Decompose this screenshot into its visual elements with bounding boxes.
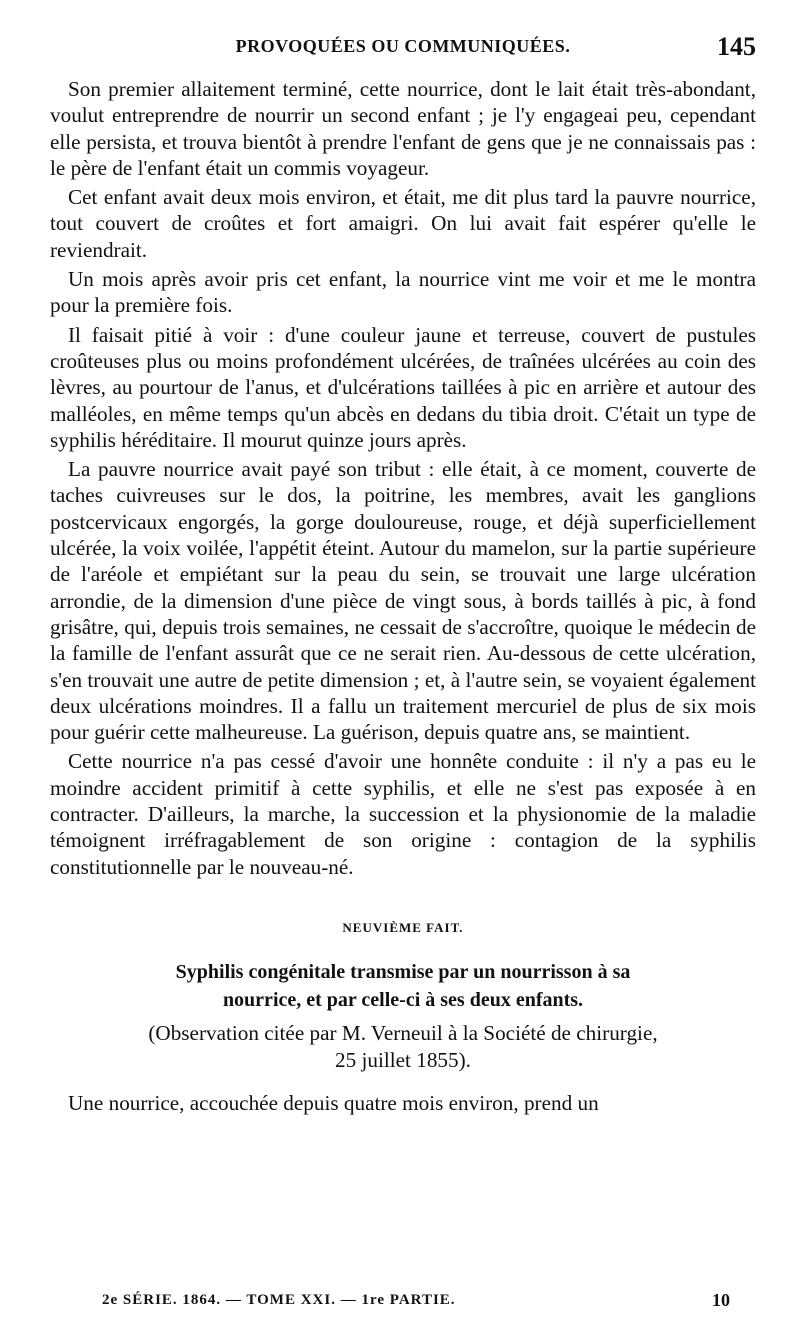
fact-source (50, 1020, 756, 1074)
paragraph: Un mois après avoir pris cet enfant, la nourrice vint me voir et me le montra pour la première fois. (50, 267, 756, 318)
paragraph: La pauvre nourrice avait payé son tribut : elle était, à ce moment, couverte de taches cuivreuses sur le dos, la poitrine, les membres, avait les ganglions postcervicaux engorgés, la gorge douloureuse, rouge, et déjà superficiellement ulcérée, la voix voilée, l'appétit éteint. Autour du mamelon, sur la partie supérieure de l'aréole et empiétant sur la peau du sein, se trouvait une large ulcération arrondie, de la dimension d'une pièce de vingt sous, à bords taillés à pic, à fond grisâtre, qui, depuis trois semaines, ne cessait de s'accroître, quoique le médecin de la famille de l'enfant assurât que ce ne serait rien. Au-dessous de cette ulcération, s'en trouvait une autre de petite dimension ; et, à l'autre sein, se voyaient également deux ulcérations moindres. Il a fallu un traitement mercuriel de plus de six mois pour guérir cette malheureuse. La guérison, depuis quatre ans, se maintient. (50, 457, 756, 745)
fact-title-line: nourrice, et par celle-ci à ses deux enfants. (222, 988, 584, 1011)
section-heading: NEUVIÈME FAIT. (342, 919, 464, 935)
paragraph-start: Une nourrice, accouchée depuis quatre mois environ, prend un (68, 1090, 599, 1115)
paragraph: Son premier allaitement terminé, cette nourrice, dont le lait était très-abondant, voulut entreprendre de nourrir un second enfant ; je l'y engageai peu, cependant elle persista, et trouva bientôt à prendre l'enfant de gens que je ne connaissais pas : le père de l'enfant était un commis voyageur. (50, 77, 756, 180)
paragraph: Cet enfant avait deux mois environ, et était, me dit plus tard la pauvre nourrice, tout couvert de croûtes et fort amaigri. On lui avait fait espérer qu'elle le reviendrait. (50, 185, 756, 262)
body-text (50, 76, 756, 880)
running-header (50, 32, 756, 76)
page-number: 145 (717, 32, 756, 61)
paragraph: Cette nourrice n'a pas cessé d'avoir une honnête conduite : il n'y a pas eu le moindre accident primitif à cette syphilis, et elle ne s'est pas exposée à en contracter. D'ailleurs, la marche, la succession et la physionomie de la maladie témoignent irréfragablement de son origine : contagion de la syphilis constitutionnelle par le nouveau-né. (50, 749, 756, 879)
paragraph: Il faisait pitié à voir : d'une couleur jaune et terreuse, couvert de pustules croûteuses plus ou moins profondément ulcérées, de traînées ulcérées au coin des lèvres, au pourtour de l'anus, et d'ulcérations taillées à pic en arrière et autour des malléoles, en même temps qu'un abcès en dedans du tibia droit. C'était un type de syphilis héréditaire. Il mourut quinze jours après. (50, 322, 756, 452)
fact-title (50, 958, 756, 1014)
footer-series: 2e SÉRIE. 1864. — TOME XXI. — 1re PARTIE. (102, 1292, 456, 1308)
running-title: PROVOQUÉES OU COMMUNIQUÉES. (235, 36, 571, 56)
fact-title-line: Syphilis congénitale transmise par un nourrisson à sa (175, 960, 631, 983)
fact-source-line: (Observation citée par M. Verneuil à la Société de chirurgie, (148, 1020, 658, 1045)
fact-source-line: 25 juillet 1855). (335, 1047, 471, 1072)
footer-signature: 10 (712, 1290, 730, 1310)
